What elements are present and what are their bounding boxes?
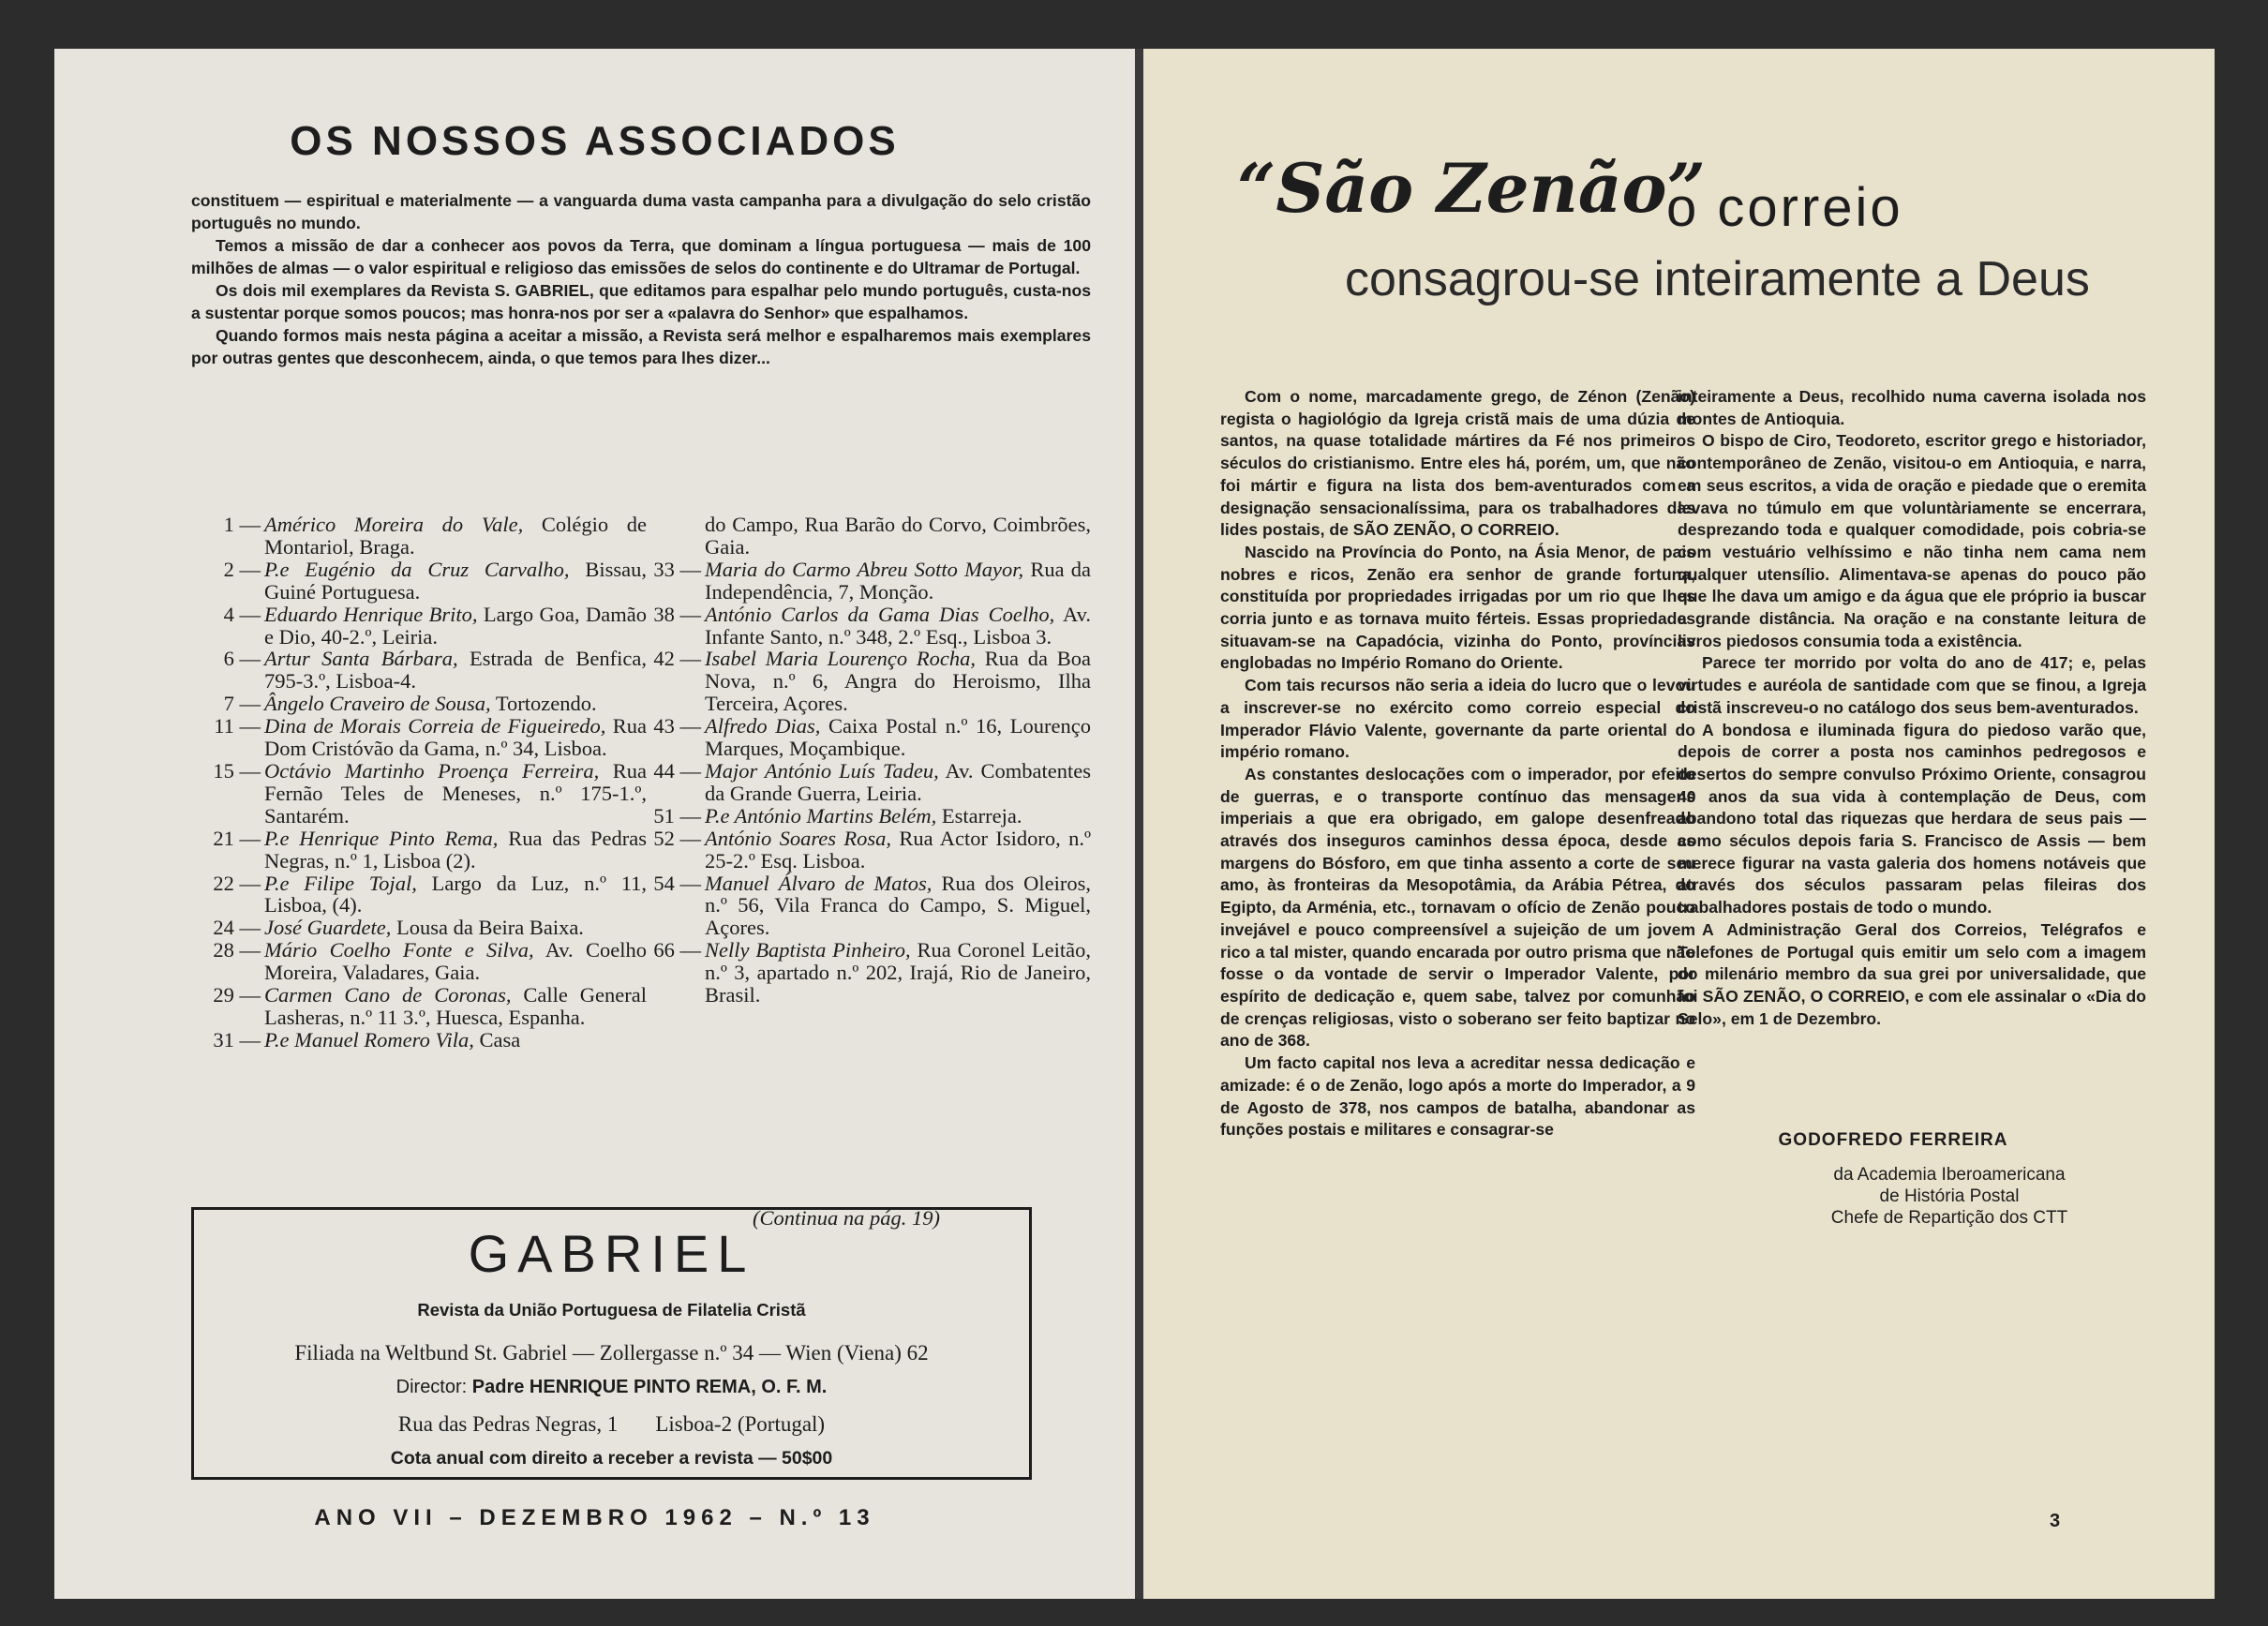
right-page (1143, 49, 2215, 1599)
members-column-2 (645, 514, 1091, 1007)
article-paragraph: A Administração Geral dos Correios, Telégrafos e Telefones de Portugal quis emitir um selo com a imagem do milenário membro da sua grei por universalidade, que foi SÃO ZENÃO, O CORREIO, e com ele assinalar o «Dia do Selo», em 1 de Dezembro. (1678, 919, 2146, 1028)
intro-paragraph: constituem — espiritual e materialmente — a vanguarda duma vasta campanha para a divulgação do selo cristão português no mundo. (191, 191, 1091, 232)
author-affiliation: de História Postal (1879, 1186, 2020, 1206)
member-number: 66 — (653, 938, 701, 962)
member-number: 38 — (653, 602, 701, 626)
member-number: 54 — (653, 871, 701, 895)
member-number: 51 — (653, 803, 701, 828)
member-number: 6 — (223, 647, 261, 671)
member-address: Lousa da Beira Baixa. (391, 916, 584, 940)
member-name: Dina de Morais Correia de Figueiredo, (264, 714, 606, 738)
member-address: Tortozendo. (490, 692, 597, 716)
member-address: Rua Dom Cristóvão da Gama, n.º 34, Lisboa. (264, 714, 647, 761)
member-address: Caixa Postal n.º 16, Lourenço Marques, Moçambique. (705, 714, 1091, 761)
article-paragraph: Com tais recursos não seria a ideia do lucro que o levou a inscrever-se no exército como correio especial do Imperador Flávio Valente, governante da parte oriental do império romano. (1220, 676, 1695, 762)
member-address: Av. Infante Santo, n.º 348, 2.º Esq., Lisboa 3. (705, 602, 1091, 649)
subscription-fee: Cota anual com direito a receber a revista — 50$00 (390, 1448, 833, 1469)
article-paragraph: O bispo de Ciro, Teodoreto, escritor grego e historiador, contemporâneo de Zenão, visitou-o em Antioquia, e narra, em seus escritos, a vida de oração e piedade que o eremita levava no túmulo em que voluntàriamente se encerrara, desprezando toda e qualquer comodidade, pois cobria-se com vestuário velhíssimo e não tinha nem cama nem qualquer utensílio. Alimentava-se apenas do pouco pão que lhe dava um amigo e da água que ele próprio ia buscar a grande distância. Na oração e na constante leitura de livros piedosos consumia toda a existência. (1678, 431, 2146, 650)
continued-note: (Continua na pág. 19) (753, 1206, 940, 1230)
member-name: Carmen Cano de Coronas, (264, 983, 512, 1007)
member-address: Largo da Luz, n.º 11, Lisboa, (4). (264, 871, 648, 917)
member-name: Eduardo Henrique Brito, (264, 602, 478, 626)
member-number: 7 — (223, 692, 261, 716)
member-name: Ângelo Craveiro de Sousa, (264, 692, 491, 716)
member-address: Rua Coronel Leitão, n.º 3, apartado n.º 202, Irajá, Rio de Janeiro, Brasil. (705, 938, 1092, 1007)
member-number: 43 — (653, 714, 701, 738)
member-number: 21 — (213, 826, 261, 850)
member-name: Major António Luís Tadeu, (705, 758, 939, 783)
member-entry (645, 715, 1091, 760)
article-paragraph: inteiramente a Deus, recolhido numa caverna isolada nos montes de Antioquia. (1678, 387, 2146, 428)
director-label: Director: (395, 1377, 468, 1397)
masthead-address: Filiada na Weltbund St. Gabriel — Zollergasse n.º 34 — Wien (Viena) 62 (294, 1341, 929, 1365)
member-name: Manuel Álvaro de Matos, (705, 871, 933, 895)
member-entry (204, 604, 647, 649)
masthead-title: GABRIEL (468, 1224, 755, 1283)
member-number: 31 — (213, 1027, 261, 1052)
member-entry (645, 559, 1091, 604)
member-name: Maria do Carmo Abreu Sotto Mayor, (705, 557, 1024, 581)
member-number: 2 — (223, 557, 261, 581)
member-entry (645, 604, 1091, 649)
author-name: GODOFREDO FERREIRA (1778, 1130, 2008, 1150)
intro-paragraph: Os dois mil exemplares da Revista S. GABRIEL, que editamos para espalhar pelo mundo português, custa-nos a sustentar porque somos poucos; mas honra-nos por ser a «palavra do Senhor» que espalhamos. (191, 281, 1091, 322)
member-address: Rua Fernão Teles de Meneses, n.º 175-1.º, Santarém. (264, 758, 648, 828)
member-name: Alfredo Dias, (705, 714, 821, 738)
masthead-director (194, 1377, 1029, 1398)
director-name: Padre HENRIQUE PINTO REMA, O. F. M. (471, 1377, 828, 1397)
author-affiliation: da Academia Iberoamericana (1833, 1165, 2066, 1185)
left-page (54, 49, 1135, 1599)
article-paragraph: A bondosa e iluminada figura do piedoso varão que, depois de correr a posta nos caminhos pedregosos e desertos do sempre convulso Próximo Oriente, consagrou 40 anos da sua vida à contemplação de Deus, com abandono total das riquezas que herdara de seus pais — como séculos depois faria S. Francisco de Assis — bem merece figurar na vasta galeria dos homens notáveis que através dos séculos passaram pelas fileiras dos trabalhadores postais de todo o mundo. (1678, 720, 2146, 917)
member-entry (645, 760, 1091, 805)
member-entry (204, 514, 647, 559)
member-name: P.e Eugénio da Cruz Carvalho, (264, 557, 570, 581)
member-name: Octávio Martinho Proença Ferreira, (264, 758, 600, 783)
article-column-2 (1678, 386, 2146, 1030)
address-city: Lisboa-2 (Portugal) (655, 1412, 826, 1436)
member-number: 11 — (214, 714, 261, 738)
member-entry (204, 760, 647, 828)
member-entry (204, 917, 647, 939)
member-address: Largo Goa, Damão e Dio, 40-2.º, Leiria. (264, 602, 647, 649)
member-number: 22 — (213, 871, 261, 895)
member-name: P.e Filipe Tojal, (264, 871, 417, 895)
article-paragraph: Parece ter morrido por volta do ano de 417; e, pelas virtudes e auréola de santidade com que se finou, a Igreja cristã inscreveu-o no catálogo dos seus bem-aventurados. (1678, 653, 2146, 717)
member-address: Rua das Pedras Negras, n.º 1, Lisboa (2). (264, 826, 647, 873)
member-address: Rua Actor Isidoro, n.º 25-2.º Esq. Lisboa. (705, 826, 1091, 873)
member-name: Isabel Maria Lourenço Rocha, (705, 647, 977, 671)
member-address: Av. Combatentes da Grande Guerra, Leiria. (705, 758, 1091, 805)
article-title-script: “São Zenão” (1237, 148, 1706, 228)
member-continuation: do Campo, Rua Barão do Corvo, Coimbrões, Gaia. (705, 513, 1091, 559)
member-entry (645, 828, 1091, 873)
member-entry (204, 873, 647, 917)
member-entry (204, 939, 647, 984)
member-number: 1 — (223, 513, 261, 536)
article-paragraph: As constantes deslocações com o imperador, por efeito de guerras, e o transporte contínuo das mensagens imperiais a que era obrigado, em galope desenfreado através dos inseguros caminhos dessa época, desde as margens do Bósforo, em que tinha assento a corte de seu amo, às fronteiras da Mesopotâmia, da Arábia Pétrea, do Egipto, da Arménia, etc., tornavam o ofício de Zenão pouco invejável e pouco compreensível a sujeição de um jovem rico a tal mister, quando encarada por outro prisma que não fosse o da vontade de servir o Imperador Valente, por espírito de dedicação e, quem sabe, talvez por comunhão de crenças religiosas, visto o soberano ser feito baptizar no ano de 368. (1220, 764, 1695, 1051)
member-name: Artur Santa Bárbara, (264, 647, 458, 671)
member-name: Américo Moreira do Vale, (264, 513, 524, 536)
member-address: Rua da Independência, 7, Monção. (705, 557, 1091, 604)
issue-footer: ANO VII – DEZEMBRO 1962 – N.º 13 (314, 1505, 875, 1530)
intro-paragraph: Quando formos mais nesta página a aceitar a missão, a Revista será melhor e espalharemos mais exemplares por outras gentes que desconhecem, ainda, o que temos para lhes dizer... (191, 326, 1091, 367)
member-name: Nelly Baptista Pinheiro, (705, 938, 911, 962)
member-entry (645, 805, 1091, 828)
member-name: António Soares Rosa, (705, 826, 892, 850)
article-paragraph: Com o nome, marcadamente grego, de Zénon (Zenão) regista o hagiológio da Igreja cristã mais de uma dúzia de santos, na quase totalidade mártires da Fé nos primeiros séculos do cristianismo. Entre eles há, porém, um, que não foi mártir e figura na lista dos bem-aventurados com a designação sensacionalíssima, para os trabalhadores das lides postais, de SÃO ZENÃO, O CORREIO. (1220, 387, 1695, 540)
member-address: Colégio de Montariol, Braga. (264, 513, 647, 559)
member-number: 42 — (653, 647, 701, 671)
intro-paragraph: Temos a missão de dar a conhecer aos povos da Terra, que dominam a língua portuguesa — mais de 100 milhões de almas — o valor espiritual e religioso das emissões de selos do continente e do Ultramar de Portugal. (191, 236, 1091, 277)
intro-text (191, 189, 1091, 369)
author-signature (1678, 1130, 2146, 1229)
member-address: Estrada de Benfica, 795-3.º, Lisboa-4. (264, 647, 648, 694)
article-column-1 (1220, 386, 1695, 1141)
page-title: OS NOSSOS ASSOCIADOS (290, 118, 900, 164)
member-name: José Guardete, (264, 916, 392, 940)
page-gutter (1135, 49, 1143, 1599)
member-address: Calle General Lasheras, n.º 11 3.º, Huesca, Espanha. (264, 983, 648, 1029)
member-entry (645, 648, 1091, 715)
member-entry (204, 828, 647, 873)
masthead-address-2 (194, 1412, 1029, 1437)
member-name: P.e Henrique Pinto Rema, (264, 826, 499, 850)
member-name: Mário Coelho Fonte e Silva, (264, 938, 534, 962)
article-subtitle: consagrou-se inteiramente a Deus (1345, 252, 2090, 306)
member-name: P.e António Martins Belém, (705, 803, 937, 828)
member-address: Rua da Boa Nova, n.º 6, Angra do Heroismo, Ilha Terceira, Açores. (705, 647, 1091, 716)
members-column-1 (204, 514, 647, 1052)
member-number: 44 — (653, 758, 701, 783)
member-entry (204, 984, 647, 1029)
address-street: Rua das Pedras Negras, 1 (397, 1412, 619, 1436)
member-number: 28 — (213, 938, 261, 962)
author-affiliation: Chefe de Repartição dos CTT (1830, 1208, 2068, 1228)
member-address: Estarreja. (936, 803, 1022, 828)
member-number: 29 — (213, 983, 261, 1007)
page-number: 3 (2050, 1511, 2061, 1531)
member-number: 15 — (213, 758, 261, 783)
member-entry (204, 693, 647, 715)
member-entry (204, 715, 647, 760)
member-number: 33 — (653, 557, 701, 581)
member-address: Av. Coelho Moreira, Valadares, Gaia. (264, 938, 647, 985)
member-entry (204, 1029, 647, 1052)
member-number: 52 — (653, 826, 701, 850)
member-address: Bissau, Guiné Portuguesa. (264, 557, 647, 604)
member-address: Casa (473, 1027, 521, 1052)
member-entry (645, 939, 1091, 1007)
member-number: 4 — (223, 602, 261, 626)
article-paragraph: Um facto capital nos leva a acreditar nessa dedicação e amizade: é o de Zenão, logo após a morte do Imperador, a 9 de Agosto de 378, nos campos de batalha, abandonar as funções postais e militares e consagrar-se (1220, 1053, 1695, 1140)
member-name: António Carlos da Gama Dias Coelho, (705, 602, 1055, 626)
article-title: o correio (1666, 177, 1903, 238)
masthead-subtitle: Revista da União Portuguesa de Filatelia Cristã (417, 1300, 806, 1320)
masthead-box (191, 1207, 1032, 1480)
article-paragraph: Nascido na Província do Ponto, na Ásia Menor, de pais nobres e ricos, Zenão era senhor de grande fortuna, constituída por propriedades irrigadas por um rio que lhes corria junto e as tornava muito férteis. Essas propriedades situavam-se na Capadócia, vizinha do Ponto, províncias englobadas no Império Romano do Oriente. (1220, 542, 1695, 673)
member-number: 24 — (213, 916, 261, 940)
member-name: P.e Manuel Romero Vila, (264, 1027, 474, 1052)
member-entry (204, 648, 647, 693)
member-entry (645, 873, 1091, 940)
member-address: Rua dos Oleiros, n.º 56, Vila Franca do Campo, S. Miguel, Açores. (705, 871, 1091, 940)
member-entry (204, 559, 647, 604)
